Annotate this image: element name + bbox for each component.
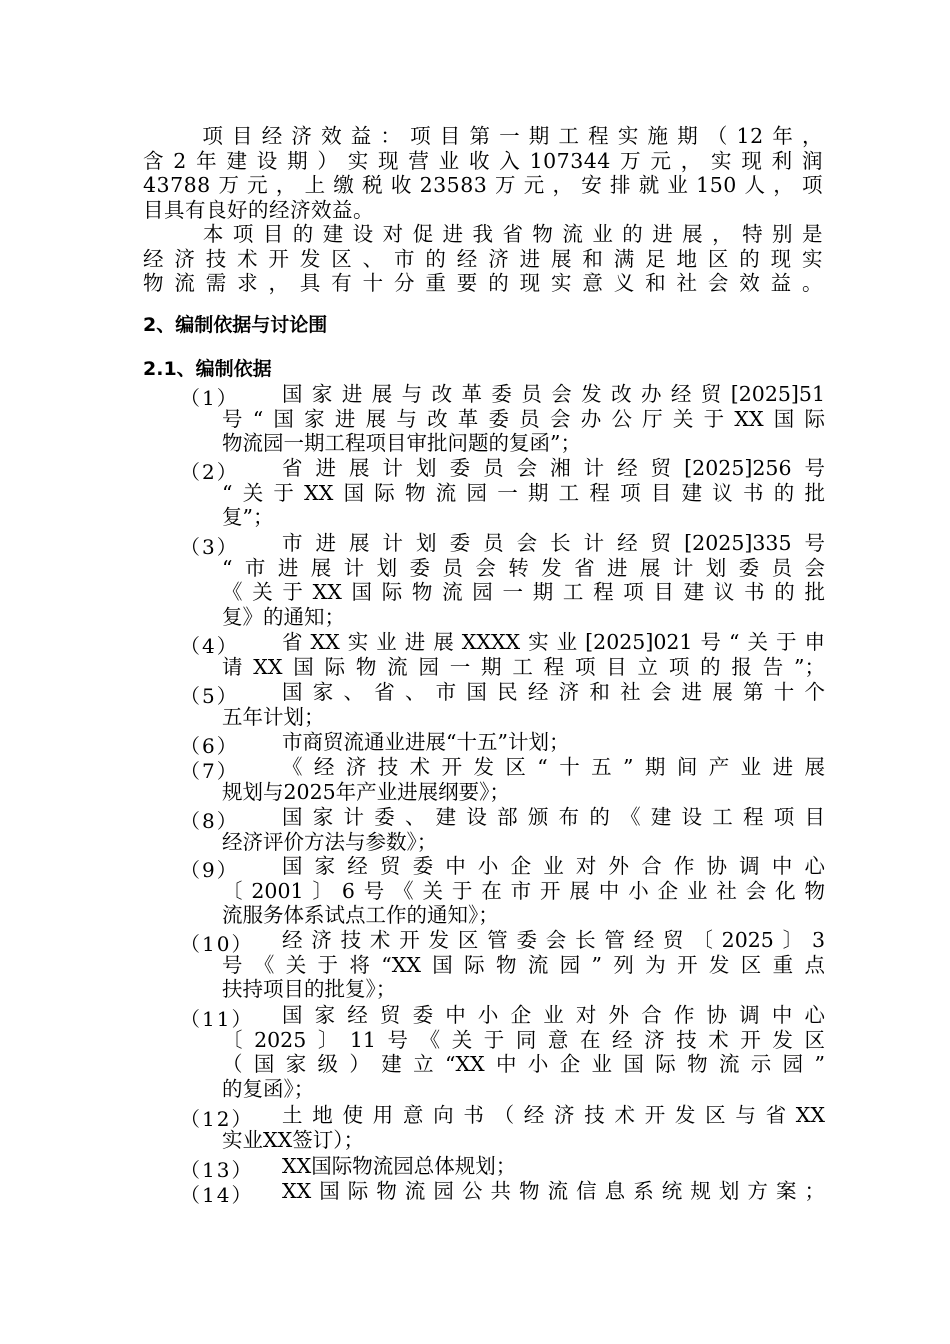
item-number: （13） xyxy=(180,1158,254,1182)
item-line: 经济技术开发区管委会长管经贸〔2025〕3 xyxy=(282,928,825,952)
item-line: 流服务体系试点工作的通知》； xyxy=(222,903,499,927)
item-line: 经济评价方法与参数》； xyxy=(222,829,438,854)
item-line: 市进展计划委员会长计经贸[2025]335号 xyxy=(282,531,825,555)
list-item xyxy=(180,382,825,456)
item-line: （国家级）建立“XX中小企业国际物流示园” xyxy=(222,1052,825,1076)
list-item xyxy=(180,1103,825,1152)
list-item xyxy=(180,1003,825,1101)
item-line: 复”； xyxy=(222,505,274,529)
section-heading-2: 2、编制依据与讨论围 xyxy=(143,314,328,336)
item-line: XX国际物流园公共物流信息系统规划方案； xyxy=(282,1179,825,1203)
item-number: （9） xyxy=(180,858,239,882)
item-line: 《经济技术开发区“十五”期间产业进展 xyxy=(282,755,825,779)
item-number: （7） xyxy=(180,759,239,783)
list-item xyxy=(180,1154,825,1182)
item-line: 《关于XX国际物流园一期工程项目建议书的批 xyxy=(222,580,825,604)
text-line: 目具有良好的经济效益。 xyxy=(143,197,374,222)
list-item xyxy=(180,755,825,804)
item-number: （10） xyxy=(180,932,254,956)
item-line: XX国际物流园总体规划； xyxy=(282,1154,517,1178)
text-line: 经济技术开发区、市的经济进展和满足地区的现实 xyxy=(143,246,823,271)
item-line: 国家经贸委中小企业对外合作协调中心 xyxy=(282,854,825,878)
item-line: 省进展计划委员会湘计经贸[2025]256号 xyxy=(282,456,825,480)
item-line: 国家经贸委中小企业对外合作协调中心 xyxy=(282,1003,825,1027)
list-item xyxy=(180,456,825,530)
item-number: （4） xyxy=(180,634,239,658)
item-line: 规划与2025年产业进展纲要》； xyxy=(222,779,510,804)
item-line: 的复函》； xyxy=(222,1076,315,1101)
item-line: 〔2025〕11号《关于同意在经济技术开发区 xyxy=(222,1027,825,1052)
item-number: （12） xyxy=(180,1107,254,1131)
item-line: 物流园一期工程项目审批问题的复函”； xyxy=(222,431,581,455)
item-line: 号《关于将“XX国际物流园”列为开发区重点 xyxy=(222,952,825,977)
text-line: 本项目的建设对促进我省物流业的进展，特别是 xyxy=(143,222,823,246)
list-item xyxy=(180,1179,825,1207)
text-line: 43788万元，上缴税收23583万元，安排就业150人，项 xyxy=(143,173,823,197)
paragraph-project-significance xyxy=(143,222,823,296)
list-item xyxy=(180,928,825,1002)
item-number: （14） xyxy=(180,1183,254,1207)
item-line: 国家进展与改革委员会发改办经贸[2025]51 xyxy=(282,382,825,406)
item-line: “关于XX国际物流园一期工程项目建议书的批 xyxy=(222,480,825,505)
list-item xyxy=(180,680,825,729)
list-item xyxy=(180,531,825,629)
text-line: 含2年建设期）实现营业收入107344万元，实现利润 xyxy=(143,148,823,173)
paragraph-economic-benefit xyxy=(143,124,823,222)
item-line: 扶持项目的批复》； xyxy=(222,977,397,1001)
text-line: 物流需求，具有十分重要的现实意义和社会效益。 xyxy=(143,271,823,295)
item-line: 国家、省、市国民经济和社会进展第十个 xyxy=(282,680,825,704)
item-number: （2） xyxy=(180,460,239,484)
item-line: 国家计委、建设部颁布的《建设工程项目 xyxy=(282,805,825,829)
item-line: 请XX国际物流园一期工程项目立项的报告”； xyxy=(222,654,825,679)
item-number: （3） xyxy=(180,535,239,559)
item-line: 五年计划； xyxy=(222,704,325,729)
item-number: （1） xyxy=(180,386,239,410)
list-item xyxy=(180,805,825,854)
item-line: 省XX实业进展XXXX实业[2025]021号“关于申 xyxy=(282,630,825,654)
item-number: （5） xyxy=(180,684,239,708)
item-line: “市进展计划委员会转发省进展计划委员会 xyxy=(222,555,825,580)
list-item xyxy=(180,630,825,679)
item-line: 复》的通知； xyxy=(222,604,345,629)
item-number: （6） xyxy=(180,734,239,758)
list-item xyxy=(180,854,825,928)
item-line: 土地使用意向书（经济技术开发区与省XX xyxy=(282,1103,825,1127)
section-heading-2-1: 2.1、编制依据 xyxy=(143,358,272,380)
item-line: 号“国家进展与改革委员会办公厅关于XX国际 xyxy=(222,406,825,431)
item-line: 实业XX签订）； xyxy=(222,1127,364,1152)
item-line: 〔2001〕6号《关于在市开展中小企业社会化物 xyxy=(222,878,825,903)
text-line: 项目经济效益：项目第一期工程实施期（12年， xyxy=(143,124,823,148)
item-number: （8） xyxy=(180,809,239,833)
list-item xyxy=(180,730,825,758)
item-number: （11） xyxy=(180,1007,254,1031)
item-line: 市商贸流通业进展“十五”计划； xyxy=(282,730,570,754)
